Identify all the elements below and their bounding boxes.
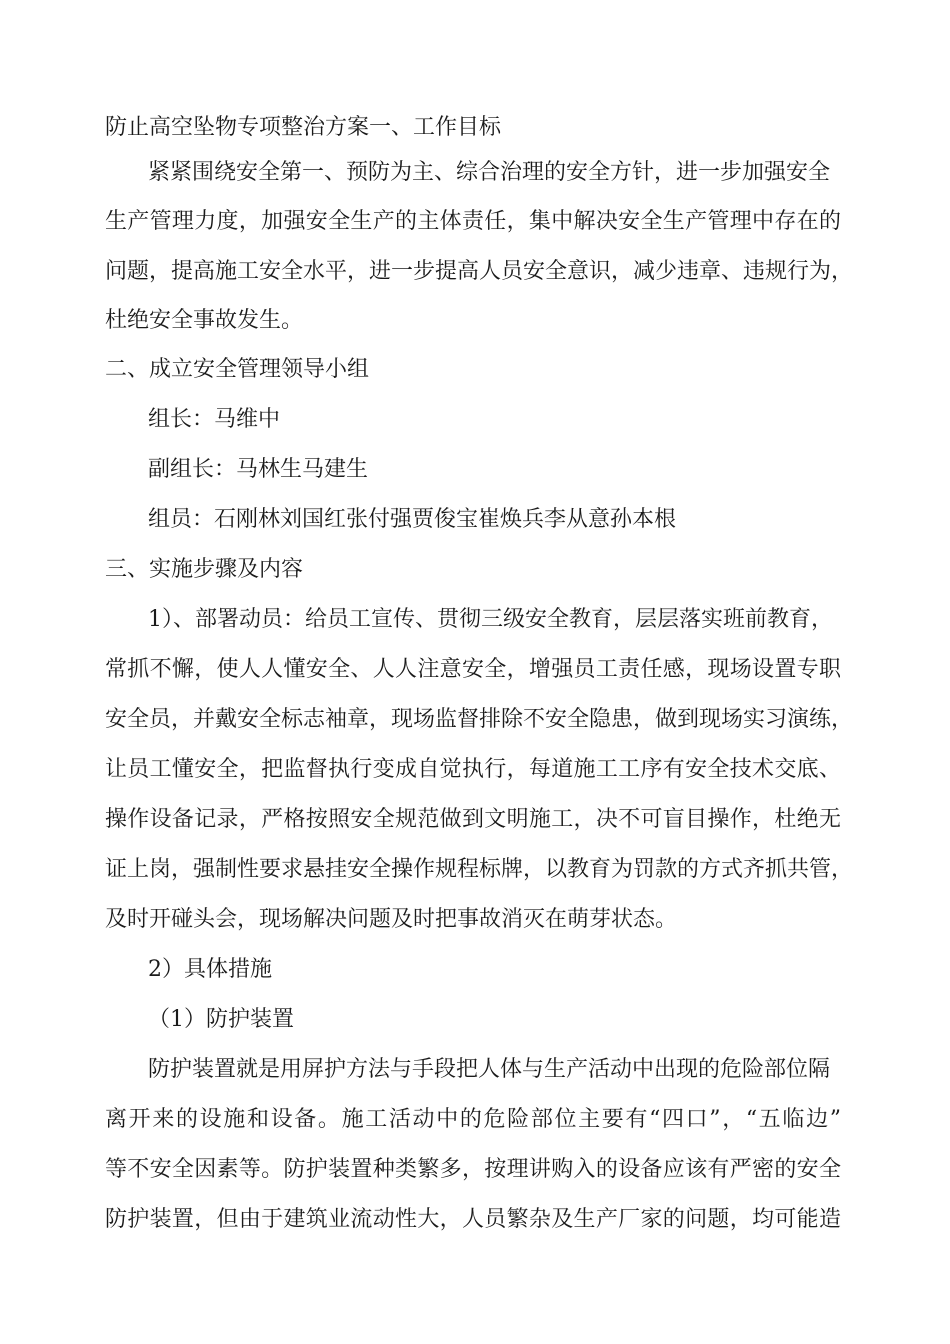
paragraph-line: 操作设备记录，严格按照安全规范做到文明施工，决不可盲目操作，杜绝无 — [105, 807, 841, 832]
paragraph-line: 及时开碰头会，现场解决问题及时把事故消灭在萌芽状态。 — [105, 907, 678, 932]
paragraph-line: 防护装置就是用屏护方法与手段把人体与生产活动中出现的危险部位隔 — [148, 1057, 831, 1082]
section-heading: 三、实施步骤及内容 — [105, 557, 304, 582]
paragraph-line: 让员工懂安全，把监督执行变成自觉执行，每道施工工序有安全技术交底、 — [105, 757, 841, 782]
paragraph-line: 常抓不懈，使人人懂安全、人人注意安全，增强员工责任感，现场设置专职 — [105, 657, 841, 682]
paragraph-line: 1）、部署动员：给员工宣传、贯彻三级安全教育，层层落实班前教育， — [148, 607, 833, 632]
paragraph-line: 证上岗，强制性要求悬挂安全操作规程标牌，以教育为罚款的方式齐抓共管， — [105, 857, 854, 882]
section-heading: 二、成立安全管理领导小组 — [105, 357, 370, 382]
paragraph-line: 生产管理力度，加强安全生产的主体责任，集中解决安全生产管理中存在的 — [105, 209, 841, 234]
subsection-heading: （1）防护装置 — [148, 1007, 294, 1032]
paragraph-line: 防护装置，但由于建筑业流动性大，人员繁杂及生产厂家的问题，均可能造 — [105, 1207, 841, 1232]
paragraph-line: 等不安全因素等。防护装置种类繁多，按理讲购入的设备应该有严密的安全 — [105, 1157, 841, 1182]
paragraph-line: 离开来的设施和设备。施工活动中的危险部位主要有“四口”，“五临边” — [105, 1107, 841, 1132]
paragraph-line: 问题，提高施工安全水平，进一步提高人员安全意识，减少违章、违规行为， — [105, 259, 854, 284]
paragraph-line: 安全员，并戴安全标志袖章，现场监督排除不安全隐患，做到现场实习演练， — [105, 707, 854, 732]
paragraph-line: 紧紧围绕安全第一、预防为主、综合治理的安全方针，进一步加强安全 — [148, 160, 831, 185]
members-line: 组员：石刚林刘国红张付强贾俊宝崔焕兵李从意孙本根 — [148, 507, 677, 532]
leader-line: 组长：马维中 — [148, 407, 281, 432]
deputy-line: 副组长：马林生马建生 — [148, 457, 369, 482]
subsection-heading: 2）具体措施 — [148, 957, 272, 982]
paragraph-line: 杜绝安全事故发生。 — [105, 308, 304, 333]
document-title: 防止高空坠物专项整治方案一、工作目标 — [105, 115, 502, 140]
